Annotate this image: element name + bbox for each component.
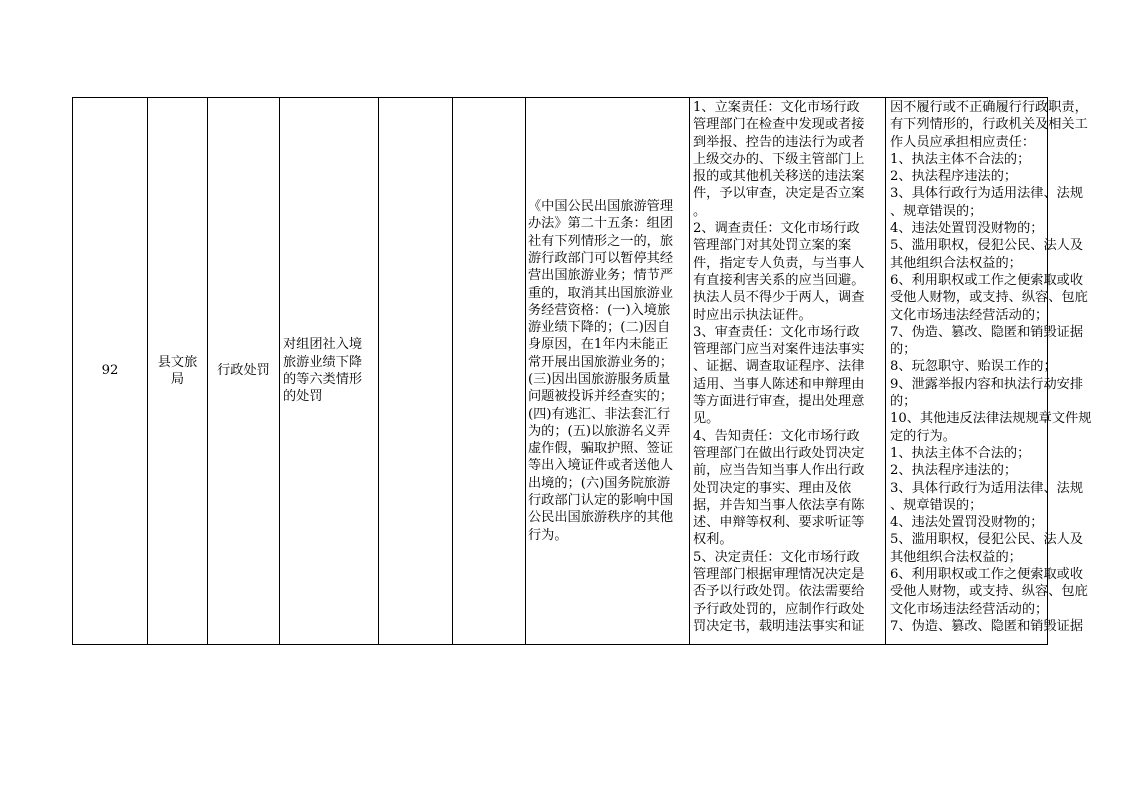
item-name-line: 对组团社入境 — [283, 337, 363, 353]
responsibility-line: 处罚决定的事实、理由及依 — [693, 480, 852, 496]
cell-row-number — [73, 98, 148, 644]
responsibility-line: 等方面进行审查，提出处理意 — [693, 394, 865, 410]
cell-blank — [453, 98, 526, 644]
accountability-line: 10、其他违反法律法规规章文件规 — [890, 411, 1092, 427]
item-name-line: 的处罚 — [283, 389, 323, 405]
responsibility-line: 、证据、调查取证程序、法律 — [693, 359, 865, 375]
accountability-line: 3、具体行政行为适用法律、法规 — [890, 480, 1084, 496]
responsibility-table — [72, 97, 1092, 645]
responsibility-line: 罚决定书，载明违法事实和证 — [693, 618, 865, 634]
accountability-line: 文化市场违法经营活动的； — [890, 307, 1049, 323]
cell-accountability — [886, 98, 1092, 644]
responsibility-line: 2、调查责任：文化市场行政 — [693, 221, 860, 237]
accountability-line: 4、违法处置罚没财物的； — [890, 221, 1044, 237]
cell-item-name — [280, 98, 379, 644]
legal-basis-line: 游业绩下降的；(二)因自 — [528, 320, 671, 336]
accountability-line: 定的行为。 — [890, 428, 956, 444]
item-name-text — [283, 336, 362, 405]
responsibility-line: 4、告知责任：文化市场行政 — [693, 428, 860, 444]
accountability-line: 6、利用职权或工作之便索取或收 — [890, 272, 1084, 288]
legal-basis-line: 行为。 — [528, 527, 568, 543]
accountability-line: 的； — [890, 342, 917, 358]
cell-sub-item — [379, 98, 453, 644]
legal-basis-line: 虚作假，骗取护照、签证 — [528, 441, 674, 457]
legal-basis-line: (四)有逃汇、非法套汇行 — [528, 406, 671, 422]
accountability-line: 7、伪造、篡改、隐匿和销毁证据 — [890, 324, 1084, 340]
legal-basis-line: 公民出国旅游秩序的其他 — [528, 510, 674, 526]
responsibility-line: 1、立案责任：文化市场行政 — [693, 100, 860, 115]
legal-basis-line: 社有下列情形之一的，旅 — [528, 233, 674, 249]
responsibility-line: 权利。 — [693, 532, 733, 548]
responsibility-line: 管理部门在做出行政处罚决定 — [693, 445, 865, 461]
legal-basis-line: 务经营资格：(一)入境旅 — [528, 302, 671, 318]
cell-legal-basis — [526, 98, 690, 644]
accountability-line: 有下列情形的，行政机关及相关工 — [890, 117, 1088, 133]
responsibility-line: 管理部门对其处罚立案的案 — [693, 238, 852, 254]
legal-basis-line: 等出入境证件或者送他人 — [528, 458, 674, 474]
accountability-line: 1、执法主体不合法的； — [890, 151, 1031, 167]
legal-basis-text — [528, 198, 673, 544]
responsibility-line: 见。 — [693, 411, 720, 427]
item-name-line: 的等六类情形 — [283, 372, 363, 387]
responsibility-line: 予行政处罚的，应制作行政处 — [693, 601, 865, 617]
responsibility-line: 据，并告知当事人依法享有陈 — [693, 497, 865, 513]
responsibility-line: 执法人员不得少于两人，调查 — [693, 290, 865, 306]
item-name-line: 旅游业绩下降 — [283, 354, 363, 370]
responsibility-line: 。 — [693, 203, 707, 219]
responsibility-line: 到举报、控告的违法行为或者 — [693, 134, 865, 150]
accountability-line: 3、具体行政行为适用法律、法规 — [890, 186, 1084, 202]
responsibility-line: 管理部门在检查中发现或者接 — [693, 117, 865, 133]
legal-basis-line: (三)因出国旅游服务质量 — [528, 372, 671, 387]
category-text: 行政处罚 — [217, 363, 270, 379]
responsibility-line: 件，予以审查，决定是否立案 — [693, 186, 865, 202]
legal-basis-line: 营出国旅游业务；情节严 — [528, 268, 674, 284]
cell-department — [148, 98, 208, 644]
accountability-line: 、规章错误的； — [890, 497, 983, 513]
responsibility-line: 管理部门应当对案件违法事实 — [693, 342, 865, 358]
department-line: 县文旅 — [157, 354, 198, 370]
cell-responsibility — [690, 98, 886, 644]
accountability-line: 2、执法程序违法的； — [890, 463, 1018, 479]
legal-basis-line: 为的；(五)以旅游名义弄 — [528, 423, 671, 439]
responsibility-line: 否予以行政处罚。依法需要给 — [693, 584, 865, 600]
accountability-line: 文化市场违法经营活动的； — [890, 601, 1049, 617]
legal-basis-line: 常开展出国旅游业务的； — [528, 354, 674, 370]
responsibility-text — [693, 99, 885, 635]
responsibility-line: 5、决定责任：文化市场行政 — [693, 549, 860, 565]
responsibility-line: 述、申辩等权利、要求听证等 — [693, 515, 865, 531]
legal-basis-line: 《中国公民出国旅游管理 — [528, 199, 674, 215]
responsibility-line: 件，指定专人负责，与当事人 — [693, 255, 865, 271]
accountability-line: 受他人财物，或支持、纵容、包庇 — [890, 584, 1088, 600]
accountability-line: 作人员应承担相应责任： — [890, 134, 1036, 150]
department-line: 局 — [170, 372, 185, 387]
legal-basis-line: 重的，取消其出国旅游业 — [528, 285, 674, 301]
row-number: 92 — [101, 363, 119, 379]
cell-category — [208, 98, 280, 644]
accountability-text — [890, 99, 1092, 635]
responsibility-line: 3、审查责任：文化市场行政 — [693, 324, 860, 340]
responsibility-line: 管理部门根据审理情况决定是 — [693, 567, 865, 583]
responsibility-line: 报的或其他机关移送的违法案 — [693, 169, 865, 185]
responsibility-line: 上级交办的、下级主管部门上 — [693, 151, 865, 167]
accountability-line: 因不履行或不正确履行行政职责， — [890, 100, 1088, 115]
responsibility-line: 前，应当告知当事人作出行政 — [693, 463, 865, 479]
accountability-line: 5、滥用职权，侵犯公民、法人及 — [890, 532, 1084, 548]
responsibility-line: 适用、当事人陈述和申辩理由 — [693, 376, 865, 392]
accountability-line: 6、利用职权或工作之便索取或收 — [890, 567, 1084, 583]
accountability-line: 2、执法程序违法的； — [890, 169, 1018, 185]
responsibility-line: 有直接利害关系的应当回避。 — [693, 272, 865, 288]
accountability-line: 5、滥用职权，侵犯公民、法人及 — [890, 238, 1084, 254]
accountability-line: 其他组织合法权益的； — [890, 549, 1022, 565]
legal-basis-line: 游行政部门可以暂停其经 — [528, 250, 674, 266]
accountability-line: 1、执法主体不合法的； — [890, 445, 1031, 461]
accountability-line: 8、玩忽职守、贻误工作的； — [890, 359, 1057, 375]
accountability-line: 其他组织合法权益的； — [890, 255, 1022, 271]
accountability-line: 9、泄露举报内容和执法行动安排 — [890, 376, 1084, 392]
accountability-line: 、规章错误的； — [890, 203, 983, 219]
legal-basis-line: 行政部门认定的影响中国 — [528, 493, 674, 509]
legal-basis-line: 办法》第二十五条：组团 — [528, 216, 674, 232]
department-text — [158, 354, 198, 389]
legal-basis-line: 问题被投诉并经查实的； — [528, 389, 674, 405]
accountability-line: 受他人财物，或支持、纵容、包庇 — [890, 290, 1088, 306]
accountability-line: 4、违法处置罚没财物的； — [890, 515, 1044, 531]
legal-basis-line: 出境的；(六)国务院旅游 — [528, 475, 671, 491]
responsibility-line: 时应出示执法证件。 — [693, 307, 812, 323]
legal-basis-line: 身原因，在1年内未能正 — [528, 337, 669, 353]
accountability-line: 7、伪造、篡改、隐匿和销毁证据 — [890, 618, 1084, 634]
accountability-line: 的； — [890, 394, 917, 410]
